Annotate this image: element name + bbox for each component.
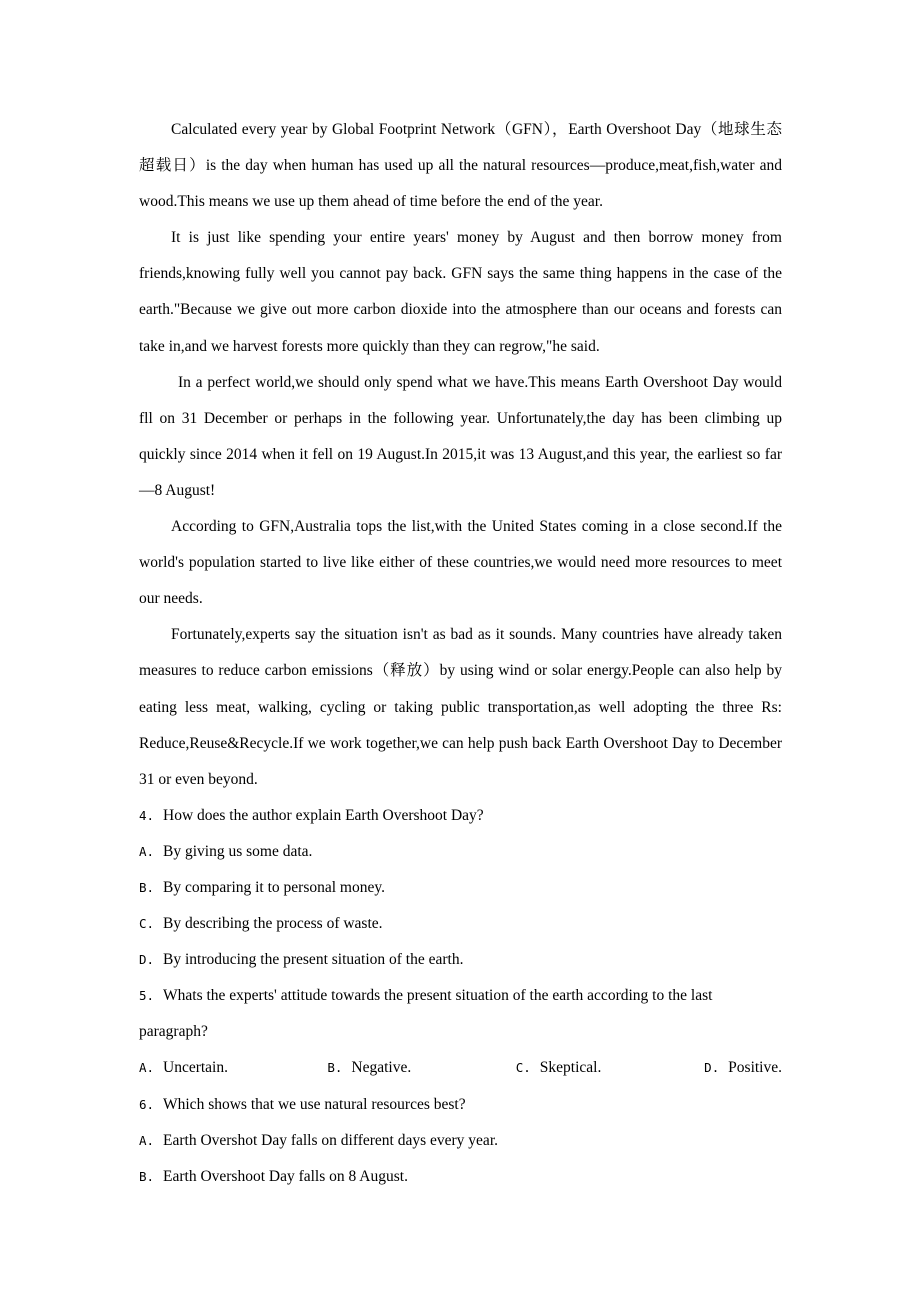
option-letter: B.	[139, 1168, 155, 1184]
passage-paragraph-2: It is just like spending your entire years' money by August and then borrow money from friends,knowing fully well you cannot pay back. GFN says the same thing happens in the case of the earth."Because we give out more carbon dioxide into the atmosphere than our oceans and forests can take in,and we harvest forests more quickly than they can regrow,"he said.	[139, 229, 782, 355]
option-text: By describing the process of waste.	[163, 915, 383, 933]
option-letter: A.	[139, 1060, 155, 1076]
question-text: Which shows that we use natural resources best?	[163, 1095, 466, 1113]
passage-paragraph-4: According to GFN,Australia tops the list,with the United States coming in a close second.If the world's population started to live like either of these countries,we would need more resources to meet our needs.	[139, 518, 782, 608]
question-number: 4.	[139, 807, 155, 823]
question-5-option-c	[516, 1050, 704, 1086]
question-4-option-b	[139, 870, 782, 906]
question-text: Whats the experts' attitude towards the present situation of the earth according to the last paragraph?	[139, 987, 713, 1041]
document-page	[139, 112, 782, 1195]
option-letter: D.	[704, 1060, 720, 1076]
option-text: Positive.	[728, 1059, 782, 1077]
question-number: 5.	[139, 988, 155, 1004]
option-letter: C.	[515, 1060, 531, 1076]
passage-paragraph-1: Calculated every year by Global Footprint Network（GFN），Earth Overshoot Day（地球生态超载日）is the day when human has used up all the natural resources—produce,meat,fish,water and wood.This means we use up them ahead of time before the end of the year.	[139, 121, 782, 211]
option-text: Negative.	[351, 1059, 412, 1077]
option-text: Earth Overshot Day falls on different days every year.	[163, 1131, 498, 1149]
question-5-option-a	[139, 1050, 327, 1086]
option-letter: C.	[139, 916, 155, 932]
question-4-option-d	[139, 942, 782, 978]
question-4-option-c	[139, 906, 782, 942]
option-text: Skeptical.	[539, 1059, 602, 1077]
option-letter: B.	[327, 1060, 343, 1076]
question-4	[139, 798, 782, 834]
option-letter: D.	[139, 952, 155, 968]
question-number: 6.	[139, 1096, 155, 1112]
question-5-option-b	[327, 1050, 515, 1086]
option-letter: A.	[139, 843, 155, 859]
question-5-options	[139, 1050, 782, 1086]
option-text: By giving us some data.	[163, 842, 313, 860]
passage-paragraph-5: Fortunately,experts say the situation isn't as bad as it sounds. Many countries have already taken measures to reduce carbon emissions（释放）by using wind or solar energy.People can also help by eating less meat, walking, cycling or taking public transportation,as well adopting the three Rs: Reduce,Reuse&Recycle.If we work together,we can help push back Earth Overshoot Day to December 31 or even beyond.	[139, 626, 782, 788]
question-5-option-d	[704, 1050, 782, 1086]
question-4-option-a	[139, 834, 782, 870]
option-text: Uncertain.	[163, 1059, 228, 1077]
option-text: By introducing the present situation of the earth.	[163, 951, 464, 969]
option-letter: A.	[139, 1132, 155, 1148]
question-6-option-b	[139, 1159, 782, 1195]
question-5	[139, 978, 782, 1050]
passage-paragraph-3: In a perfect world,we should only spend what we have.This means Earth Overshoot Day would fll on 31 December or perhaps in the following year. Unfortunately,the day has been climbing up quickly since 2014 when it fell on 19 August.In 2015,it was 13 August,and this year, the earliest so far—8 August!	[139, 373, 782, 499]
option-letter: B.	[139, 879, 155, 895]
question-6-option-a	[139, 1123, 782, 1159]
option-text: By comparing it to personal money.	[163, 878, 385, 896]
question-6	[139, 1087, 782, 1123]
option-text: Earth Overshoot Day falls on 8 August.	[163, 1167, 408, 1185]
question-text: How does the author explain Earth Overshoot Day?	[163, 806, 484, 824]
